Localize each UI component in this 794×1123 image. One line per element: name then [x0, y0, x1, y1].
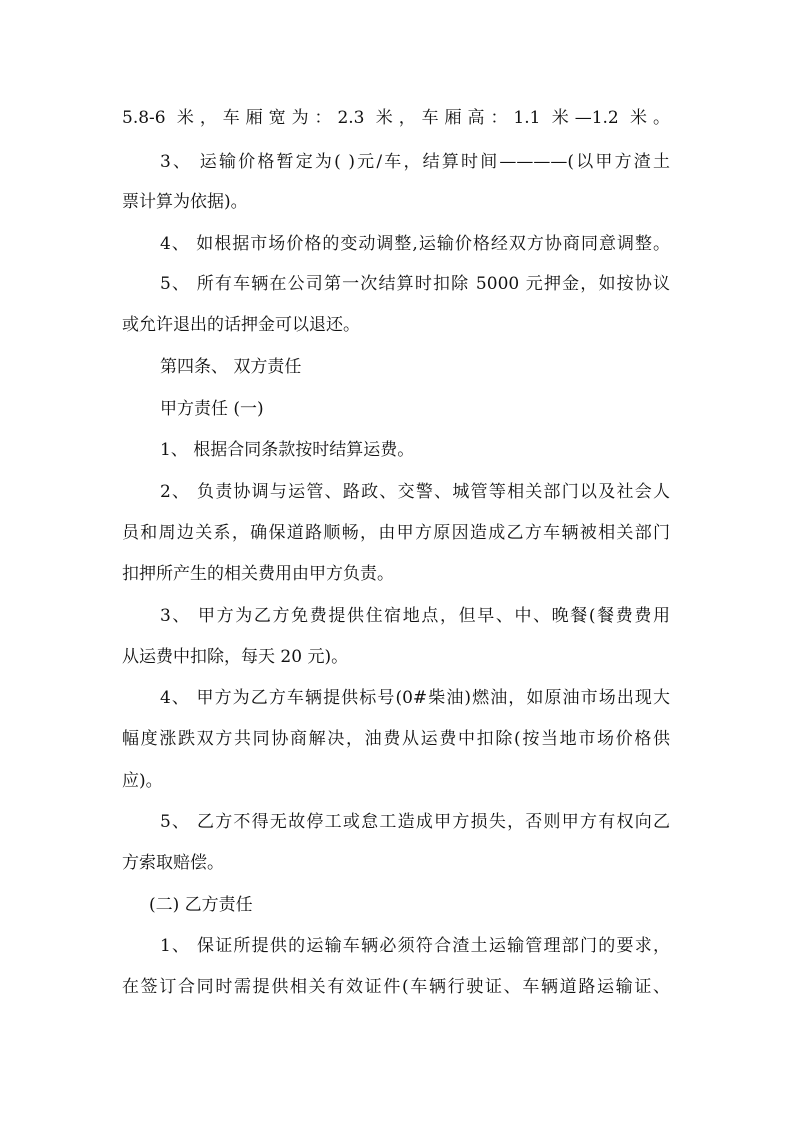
- text-line: 5.8-6 米，车厢宽为：2.3 米，车厢高：1.1 米—1.2 米。: [122, 108, 670, 128]
- text-line: 从运费中扣除，每天 20 元)。: [122, 647, 349, 667]
- subsection-heading: (二) 乙方责任: [149, 895, 253, 915]
- text-line: 3、 运输价格暂定为( )元/车，结算时间————(以甲方渣土: [160, 152, 670, 172]
- text-line: 3、 甲方为乙方免费提供住宿地点，但早、中、晚餐(餐费费用: [160, 606, 670, 626]
- text-line: 扣押所产生的相关费用由甲方负责。: [122, 564, 394, 584]
- text-line: 票计算为依据)。: [122, 192, 248, 212]
- text-line: 1、 根据合同条款按时结算运费。: [160, 440, 415, 460]
- text-line: 幅度涨跌双方共同协商解决，油费从运费中扣除(按当地市场价格供: [122, 729, 670, 749]
- text-line: 应)。: [122, 771, 163, 791]
- text-line: 员和周边关系，确保道路顺畅，由甲方原因造成乙方车辆被相关部门: [122, 523, 670, 543]
- text-line: 4、 甲方为乙方车辆提供标号(0#柴油)燃油，如原油市场出现大: [160, 688, 670, 708]
- section-heading: 第四条、 双方责任: [160, 357, 302, 377]
- subsection-heading: 甲方责任 (一): [160, 399, 264, 419]
- text-line: 在签订合同时需提供相关有效证件(车辆行驶证、车辆道路运输证、: [122, 977, 670, 997]
- text-line: 5、 乙方不得无故停工或怠工造成甲方损失，否则甲方有权向乙: [160, 812, 670, 832]
- text-line: 1、 保证所提供的运输车辆必须符合渣土运输管理部门的要求，: [160, 936, 670, 956]
- text-line: 2、 负责协调与运管、路政、交警、城管等相关部门以及社会人: [160, 482, 670, 502]
- text-line: 4、 如根据市场价格的变动调整,运输价格经双方协商同意调整。: [160, 234, 670, 254]
- text-line: 或允许退出的话押金可以退还。: [122, 315, 360, 335]
- text-line: 5、 所有车辆在公司第一次结算时扣除 5000 元押金，如按协议: [160, 274, 670, 294]
- text-line: 方索取赔偿。: [122, 853, 224, 873]
